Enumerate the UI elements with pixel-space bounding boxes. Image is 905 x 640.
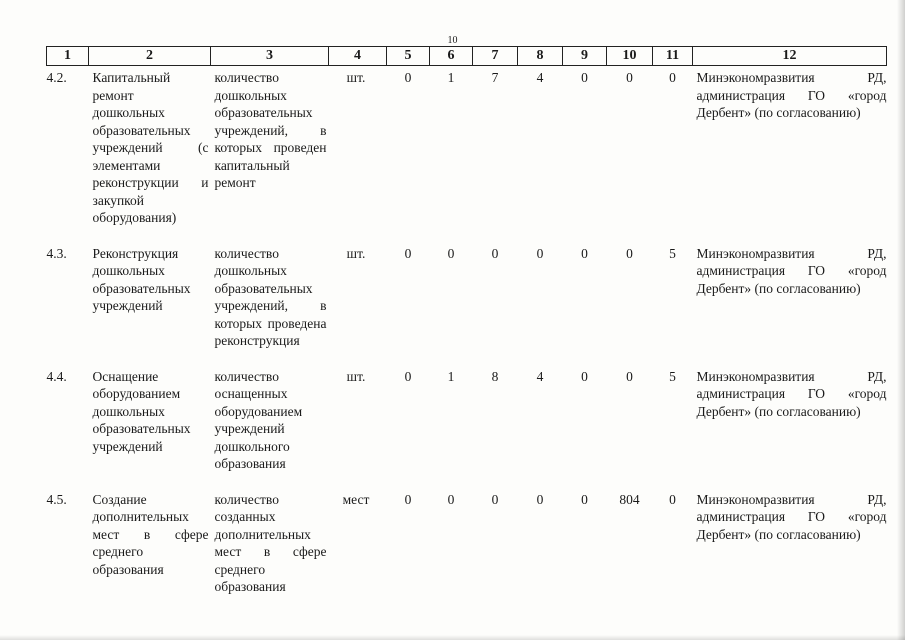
scan-bottom-shadow <box>0 635 905 640</box>
unit-cell: шт. <box>346 70 366 85</box>
page-number: 10 <box>447 35 458 46</box>
value-cell: 7 <box>491 70 499 85</box>
value-cell: 0 <box>581 368 588 384</box>
activity-name: Создание дополнительных мест в сфере среднего образования <box>92 491 209 577</box>
value-cell: 5 <box>669 368 676 384</box>
column-header: 10 <box>607 47 653 66</box>
value-cell: 1 <box>447 70 455 85</box>
value-cell: 4 <box>536 70 544 85</box>
value-cell: 0 <box>581 245 588 261</box>
unit-cell: мест <box>342 491 370 507</box>
indicator-text: количество дошкольных образовательных учреждений, в которых проведен капитальный ремонт <box>214 70 327 190</box>
value-cell: 0 <box>404 70 412 85</box>
value-cell: 0 <box>536 245 544 261</box>
activity-name: Капитальный ремонт дошкольных образовательных учреждений (с элементами реконструкции и закупкой оборудования) <box>92 70 209 225</box>
column-header: 5 <box>387 47 430 66</box>
table-row <box>47 368 887 491</box>
responsible-cell: Минэкономразвития РД, администрация ГО «город Дербент» (по согласованию) <box>696 70 887 120</box>
header-row <box>47 47 887 66</box>
value-cell: 0 <box>626 70 633 85</box>
value-cell: 0 <box>581 70 588 85</box>
value-cell: 0 <box>581 491 588 507</box>
column-header: 7 <box>473 47 518 66</box>
row-number: 4.3. <box>46 245 67 261</box>
value-cell: 0 <box>447 245 455 261</box>
value-cell: 0 <box>626 368 633 384</box>
column-header: 12 <box>693 47 887 66</box>
indicator-text: количество созданных дополнительных мест в сфере среднего образования <box>214 491 327 594</box>
activity-name: Оснащение оборудованием дошкольных образовательных учреждений <box>92 368 191 454</box>
column-header: 11 <box>653 47 693 66</box>
value-cell: 0 <box>669 70 676 85</box>
value-cell: 0 <box>491 491 499 507</box>
responsible-cell: Минэкономразвития РД, администрация ГО «город Дербент» (по согласованию) <box>696 245 887 296</box>
indicator-text: количество оснащенных оборудованием учреждений дошкольного образования <box>214 368 303 471</box>
row-number: 4.5. <box>46 491 67 507</box>
table-row <box>47 66 887 245</box>
column-header: 3 <box>211 47 329 66</box>
unit-cell: шт. <box>346 245 366 261</box>
row-number: 4.2. <box>46 70 67 85</box>
value-cell: 0 <box>491 245 499 261</box>
value-cell: 0 <box>404 368 412 384</box>
value-cell: 5 <box>669 245 676 261</box>
column-header: 8 <box>518 47 563 66</box>
value-cell: 8 <box>491 368 499 384</box>
responsible-cell: Минэкономразвития РД, администрация ГО «город Дербент» (по согласованию) <box>696 368 887 419</box>
value-cell: 804 <box>619 491 640 507</box>
value-cell: 0 <box>404 491 412 507</box>
value-cell: 4 <box>536 368 544 384</box>
column-header: 1 <box>47 47 89 66</box>
activity-name: Реконструкция дошкольных образовательных учреждений <box>92 245 191 313</box>
program-table <box>46 46 887 614</box>
column-header: 2 <box>89 47 211 66</box>
row-number: 4.4. <box>46 368 67 384</box>
value-cell: 0 <box>404 245 412 261</box>
value-cell: 0 <box>626 245 633 261</box>
responsible-cell: Минэкономразвития РД, администрация ГО «город Дербент» (по согласованию) <box>696 491 887 542</box>
unit-cell: шт. <box>346 368 366 384</box>
table-row <box>47 245 887 368</box>
value-cell: 0 <box>536 491 544 507</box>
scan-edge-shadow <box>897 0 905 640</box>
indicator-text: количество дошкольных образовательных учреждений, в которых проведена реконструкция <box>214 245 327 348</box>
column-header: 9 <box>563 47 607 66</box>
column-header: 6 <box>430 47 473 66</box>
value-cell: 0 <box>447 491 455 507</box>
table-row <box>47 491 887 614</box>
value-cell: 0 <box>669 491 676 507</box>
column-header: 4 <box>329 47 387 66</box>
value-cell: 1 <box>447 368 455 384</box>
